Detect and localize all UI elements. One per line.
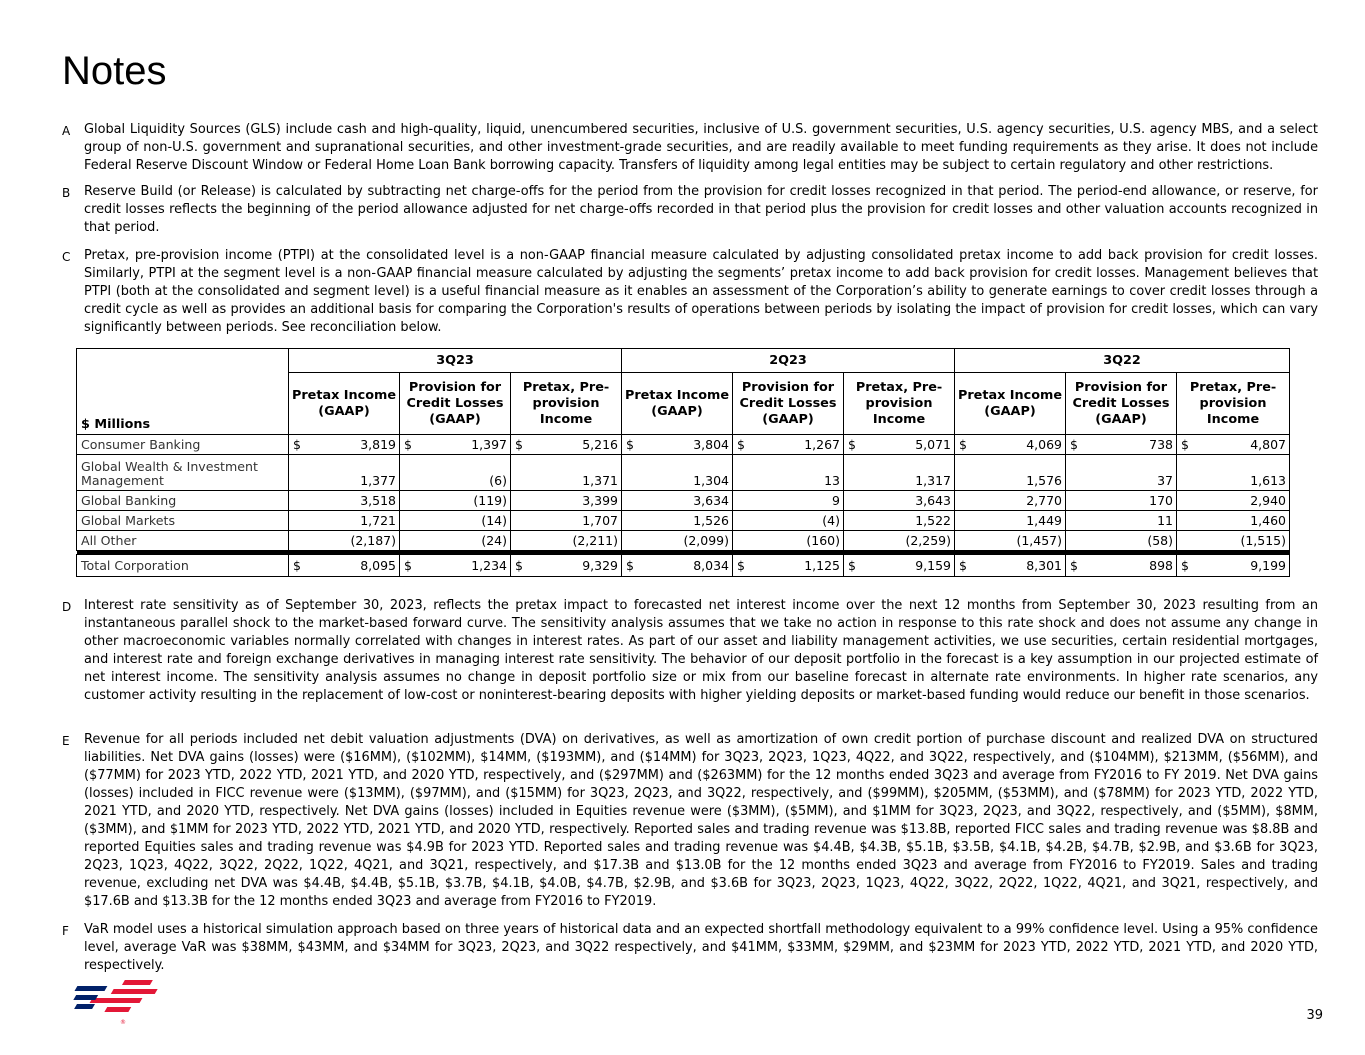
- currency-symbol: $: [1070, 437, 1078, 452]
- row-label: Global Markets: [77, 511, 289, 531]
- currency-symbol: $: [737, 558, 745, 573]
- table-cell: 2,940: [1250, 493, 1286, 508]
- column-header: Pretax, Pre-provision Income: [1177, 373, 1290, 435]
- note-letter: A: [62, 124, 71, 138]
- table-cell: 4,069: [1026, 437, 1062, 452]
- currency-symbol: $: [404, 437, 412, 452]
- table-cell: 9,329: [582, 558, 618, 573]
- note-b: [62, 183, 1318, 237]
- currency-symbol: $: [848, 558, 856, 573]
- table-cell: 1,125: [804, 558, 840, 573]
- note-letter: F: [62, 924, 69, 938]
- currency-symbol: $: [515, 558, 523, 573]
- currency-symbol: $: [293, 437, 301, 452]
- table-cell: 3,643: [915, 493, 951, 508]
- table-cell: 1,377: [360, 473, 396, 488]
- row-label: Global Wealth & Investment Management: [77, 455, 289, 491]
- column-header: Pretax Income (GAAP): [622, 373, 733, 435]
- logo-stripe: [74, 986, 107, 991]
- table-cell: 1,460: [1250, 513, 1286, 528]
- note-letter: B: [62, 186, 71, 200]
- currency-symbol: $: [1070, 558, 1078, 573]
- currency-symbol: $: [959, 558, 967, 573]
- table-cell: 37: [1157, 473, 1173, 488]
- table-cell: 1,371: [582, 473, 618, 488]
- note-text: Pretax, pre-provision income (PTPI) at the consolidated level is a non-GAAP financial measure calculated by adjusting consolidated pretax income to add back provision for credit losses. Similarly, PTPI at the segment level is a non-GAAP financial measure calculated by adjusting the segments’ pretax income to add back provision for credit losses. Management believes that PTPI (both at the consolidated and segment level) is a useful financial measure as it enables an assessment of the Corporation’s ability to generate earnings to cover credit losses through a credit cycle as well as provides an additional basis for comparing the Corporation's results of operations between periods by isolating the impact of provision for credit losses, which can vary significantly between periods. See reconciliation below.: [84, 248, 1318, 335]
- currency-symbol: $: [737, 437, 745, 452]
- table-cell: 1,317: [915, 473, 951, 488]
- table-cell: 3,819: [360, 437, 396, 452]
- table-cell: 1,522: [915, 513, 951, 528]
- table-cell: (2,187): [350, 533, 396, 548]
- unit-label: $ Millions: [77, 349, 289, 435]
- period-header: 3Q22: [955, 349, 1290, 373]
- table-cell: 1,267: [804, 437, 840, 452]
- row-label: Global Banking: [77, 491, 289, 511]
- note-text: VaR model uses a historical simulation approach based on three years of historical data and an expected shortfall methodology equivalent to a 99% confidence level. Using a 95% confidence level, average VaR was $38MM, $43MM, and $34MM for 3Q23, 2Q23, and 3Q22 respectively, and $41MM, $33MM, $29MM, and $23MM for 2023 YTD, 2022 YTD, 2021 YTD, and 2020 YTD, respectively.: [84, 922, 1318, 973]
- note-letter: D: [62, 600, 72, 614]
- table-cell: 1,576: [1026, 473, 1062, 488]
- table-cell: 3,634: [693, 493, 729, 508]
- note-letter: E: [62, 734, 70, 748]
- table-cell: 1,721: [360, 513, 396, 528]
- column-header: Pretax Income (GAAP): [289, 373, 400, 435]
- currency-symbol: $: [404, 558, 412, 573]
- period-header: 2Q23: [622, 349, 955, 373]
- row-label: All Other: [77, 531, 289, 551]
- table-cell: 898: [1149, 558, 1173, 573]
- table-cell: 1,613: [1250, 473, 1286, 488]
- table-cell: 9,159: [915, 558, 951, 573]
- row-label: Consumer Banking: [77, 435, 289, 455]
- table-cell: 11: [1157, 513, 1173, 528]
- table-cell: (2,259): [905, 533, 951, 548]
- table-cell: 9,199: [1250, 558, 1286, 573]
- currency-symbol: $: [1181, 437, 1189, 452]
- note-c: [62, 247, 1318, 337]
- table-cell: (24): [481, 533, 507, 548]
- page-number: 39: [1306, 1008, 1323, 1023]
- currency-symbol: $: [1181, 558, 1189, 573]
- logo-stripe: [111, 989, 158, 994]
- table-cell: 2,770: [1026, 493, 1062, 508]
- table-cell: (6): [489, 473, 507, 488]
- table-cell: (2,211): [572, 533, 618, 548]
- table-cell: 738: [1149, 437, 1173, 452]
- logo-stripe: [122, 980, 153, 985]
- bank-flag-logo: [64, 978, 158, 1028]
- table-row: [77, 435, 1290, 455]
- currency-symbol: $: [626, 558, 634, 573]
- page-title: Notes: [62, 49, 167, 93]
- table-cell: (119): [473, 493, 507, 508]
- table-cell: 5,071: [915, 437, 951, 452]
- table-cell: (2,099): [683, 533, 729, 548]
- table-cell: 1,397: [471, 437, 507, 452]
- note-text: Revenue for all periods included net debit valuation adjustments (DVA) on derivatives, as well as amortization of own credit portion of purchase discount and realized DVA on structured liabilities. Net DVA gains (losses) were ($16MM), ($102MM), $14MM, ($193MM), and ($14MM) for 3Q23, 2Q23, 1Q23, 4Q22, and 3Q22, respectively, and ($104MM), $213MM, ($56MM), and ($77MM) for 2023 YTD, 2022 YTD, 2021 YTD, and 2020 YTD, respectively, and ($297MM) and ($263MM) for the 12 months ended 3Q23 and average from FY2016 to FY 2019. Net DVA gains (losses) included in FICC revenue were ($13MM), ($97MM), and ($15MM) for 3Q23, 2Q23, and 3Q22, respectively, and ($99MM), $205MM, ($53MM), and ($78MM) for 2023 YTD, 2022 YTD, 2021 YTD, and 2020 YTD, respectively. Net DVA gains (losses) included in Equities revenue were ($3MM), ($5MM), and $1MM for 3Q23, 2Q23, and 3Q22, respectively, and ($5MM), $8MM, ($3MM), and $1MM for 2023 YTD, 2022 YTD, 2021 YTD, and 2020 YTD, respectively. Reported sales and trading revenue was $13.8B, reported FICC sales and trading revenue was $8.8B and reported Equities sales and trading revenue was $4.9B for 2023 YTD. Reported sales and trading revenue was $4.4B, $4.3B, $5.1B, $3.5B, $4.1B, $4.2B, $4.7B, $2.9B, and $3.6B for 3Q23, 2Q23, 1Q23, 4Q22, 3Q22, 2Q22, 1Q22, 4Q21, and 3Q21, respectively, and $17.3B and $13.0B for the 12 months ended 3Q23 and average from FY2016 to FY2019. Sales and trading revenue, excluding net DVA was $4.4B, $4.4B, $5.1B, $3.7B, $4.1B, $4.0B, $4.7B, $2.9B, and $3.6B for 3Q23, 2Q23, 1Q23, 4Q22, 3Q22, 2Q22, 1Q22, 4Q21, and 3Q21, respectively, and $17.6B and $13.3B for the 12 months ended 3Q23 and average from FY2016 to FY2019.: [84, 732, 1318, 909]
- table-cell: 1,304: [693, 473, 729, 488]
- note-d: [62, 597, 1318, 705]
- currency-symbol: $: [626, 437, 634, 452]
- currency-symbol: $: [848, 437, 856, 452]
- logo-stripe: [73, 995, 98, 1000]
- note-letter: C: [62, 250, 71, 264]
- period-header: 3Q23: [289, 349, 622, 373]
- note-text: Reserve Build (or Release) is calculated by subtracting net charge-offs for the period from the provision for credit losses recognized in that period. The period-end allowance, or reserve, for credit losses reflects the beginning of the period allowance adjusted for net charge-offs recorded in that period plus the provision for credit losses and other valuation accounts recognized in that period.: [84, 184, 1318, 235]
- column-header: Pretax Income (GAAP): [955, 373, 1066, 435]
- total-row: [77, 555, 1290, 577]
- currency-symbol: $: [515, 437, 523, 452]
- table-cell: (160): [806, 533, 840, 548]
- table-cell: 8,095: [360, 558, 396, 573]
- table-cell: 13: [824, 473, 840, 488]
- column-header: Pretax, Pre-provision Income: [844, 373, 955, 435]
- table-cell: 3,804: [693, 437, 729, 452]
- table-cell: 1,526: [693, 513, 729, 528]
- ptpi-reconciliation-table: [76, 348, 1290, 577]
- table-row: [77, 491, 1290, 511]
- table-cell: 1,234: [471, 558, 507, 573]
- table-row: [77, 455, 1290, 491]
- table-cell: (1,515): [1240, 533, 1286, 548]
- table-row: [77, 511, 1290, 531]
- currency-symbol: $: [293, 558, 301, 573]
- logo-stripe: [74, 1004, 95, 1009]
- table-cell: 8,301: [1026, 558, 1062, 573]
- table-cell: 9: [832, 493, 840, 508]
- column-header: Provision for Credit Losses (GAAP): [733, 373, 844, 435]
- table-cell: (1,457): [1016, 533, 1062, 548]
- table-cell: (14): [481, 513, 507, 528]
- row-label: Total Corporation: [77, 555, 289, 577]
- table-cell: 1,707: [582, 513, 618, 528]
- table-row: [77, 531, 1290, 551]
- table-cell: 4,807: [1250, 437, 1286, 452]
- note-text: Global Liquidity Sources (GLS) include cash and high-quality, liquid, unencumbered securities, inclusive of U.S. government securities, U.S. agency securities, U.S. agency MBS, and a select group of non-U.S. government and supranational securities, and other investment-grade securities, and are readily available to meet funding requirements as they arise. It does not include Federal Reserve Discount Window or Federal Home Loan Bank borrowing capacity. Transfers of liquidity among legal entities may be subject to certain regulatory and other restrictions.: [84, 122, 1318, 173]
- logo-stripe: [90, 998, 143, 1003]
- table-cell: 3,399: [582, 493, 618, 508]
- table-cell: 170: [1149, 493, 1173, 508]
- table-cell: 1,449: [1026, 513, 1062, 528]
- table-cell: (58): [1147, 533, 1173, 548]
- column-header: Pretax, Pre-provision Income: [511, 373, 622, 435]
- logo-stripe: [104, 1007, 131, 1012]
- table-cell: 5,216: [582, 437, 618, 452]
- column-header: Provision for Credit Losses (GAAP): [400, 373, 511, 435]
- currency-symbol: $: [959, 437, 967, 452]
- table-cell: 3,518: [360, 493, 396, 508]
- registered-mark-icon: ®: [120, 1019, 126, 1026]
- table-cell: 8,034: [693, 558, 729, 573]
- note-text: Interest rate sensitivity as of September 30, 2023, reflects the pretax impact to forecasted net interest income over the next 12 months from September 30, 2023 resulting from an instantaneous parallel shock to the market-based forward curve. The sensitivity analysis assumes that we take no action in response to this rate shock and does not assume any change in other macroeconomic variables normally correlated with changes in interest rates. As part of our asset and liability management activities, we use securities, certain residential mortgages, and interest rate and foreign exchange derivatives in managing interest rate sensitivity. The behavior of our deposit portfolio in the forecast is a key assumption in our projected estimate of net interest income. The sensitivity analysis assumes no change in deposit portfolio size or mix from our baseline forecast in alternate rate environments. In higher rate scenarios, any customer activity resulting in the replacement of low-cost or noninterest-bearing deposits with higher yielding deposits or market-based funding would reduce our benefit in those scenarios.: [84, 598, 1318, 703]
- table-cell: (4): [822, 513, 840, 528]
- note-e: [62, 731, 1318, 911]
- note-a: [62, 121, 1318, 175]
- note-f: [62, 921, 1318, 975]
- column-header: Provision for Credit Losses (GAAP): [1066, 373, 1177, 435]
